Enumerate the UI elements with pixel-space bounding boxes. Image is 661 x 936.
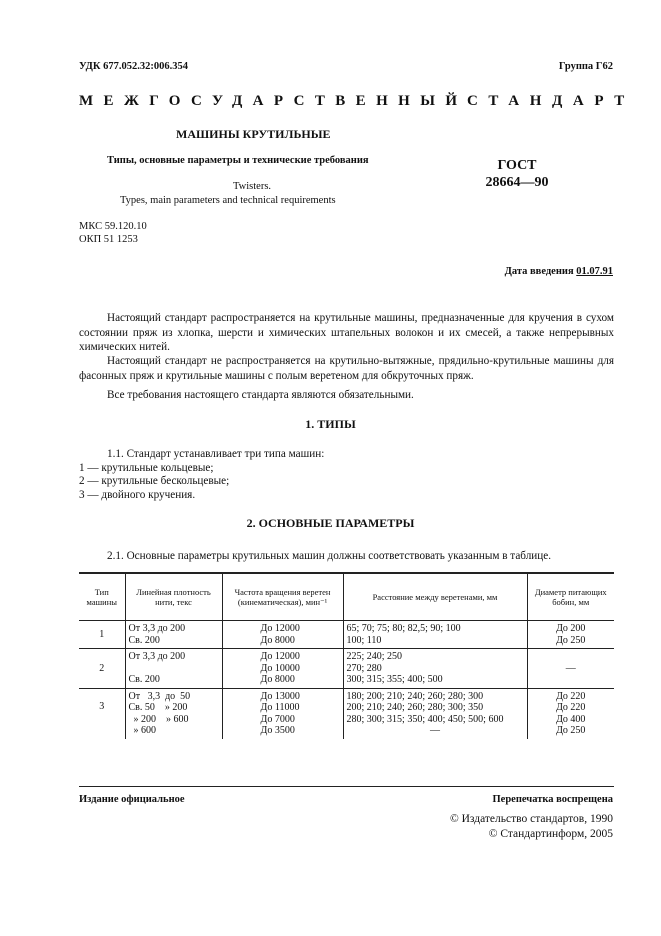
section-1-heading: 1. ТИПЫ [305, 417, 356, 431]
cell-line: 65; 70; 75; 80; 82,5; 90; 100 [346, 623, 461, 634]
cell-line: От 3,3 до 200 [128, 623, 186, 634]
cell-type: 1 [79, 621, 125, 649]
cell-line: » 600 [128, 725, 156, 736]
cell-line: 280; 300; 315; 350; 400; 450; 500; 600 [346, 713, 504, 725]
cell-line: До 12000 [260, 651, 300, 662]
cell-diameter [527, 688, 614, 739]
cell-spacing [343, 688, 527, 739]
gost-number [482, 157, 552, 191]
copyright-2005: © Стандартинформ, 2005 [488, 828, 613, 840]
list-item: 3 — двойного кручения. [79, 488, 196, 501]
table-row [79, 649, 614, 689]
table-row [79, 688, 614, 739]
cell-line: До 7000 [260, 713, 295, 725]
document-title: МАШИНЫ КРУТИЛЬНЫЕ [176, 127, 331, 141]
copyright-block [450, 812, 613, 842]
cell-line: 225; 240; 250 [346, 651, 403, 662]
udk-code: УДК 677.052.32:006.354 [79, 61, 188, 72]
cell-line: 270; 280 [346, 662, 382, 674]
cell-line: До 10000 [260, 662, 300, 674]
cell-line [129, 663, 219, 675]
parameters-table [79, 572, 614, 739]
interstate-standard-band [79, 93, 635, 110]
cell-line: До 250 [556, 634, 586, 646]
cell-line: До 11000 [260, 702, 300, 713]
cell-line: От 3,3 до 50 [128, 690, 191, 702]
group-code: Группа Г62 [558, 61, 613, 72]
cell-line: Св. 200 [128, 674, 160, 685]
cell-line: До 220 [556, 702, 586, 713]
gost-code: 28664—90 [485, 175, 549, 190]
cell-density [125, 621, 222, 649]
band-word-interstate: МЕЖГОСУДАРСТВЕННЫЙ [79, 93, 468, 109]
header-speed: Частота вращения веретен (кинематическая), мин⁻¹ [222, 573, 343, 621]
cell-line: До 220 [556, 690, 586, 702]
table-header-row [79, 573, 614, 621]
classification-codes [79, 220, 147, 246]
cell-line: — [430, 725, 440, 736]
cell-density [125, 649, 222, 689]
section-1-lead: 1.1. Стандарт устанавливает три типа машин: [107, 448, 325, 460]
reprint-prohibited: Перепечатка воспрещена [492, 794, 613, 805]
cell-line: До 250 [556, 725, 586, 736]
section-1-list [79, 448, 324, 502]
english-title: Twisters. [233, 181, 272, 192]
cell-line: 180; 200; 210; 240; 260; 280; 300 [346, 690, 484, 702]
cell-line: До 12000 [260, 623, 300, 634]
okp-code: ОКП 51 1253 [79, 234, 138, 245]
header-diameter: Диаметр питающих бобин, мм [527, 573, 614, 621]
cell-line: До 3500 [260, 725, 295, 736]
list-item: 1 — крутильные кольцевые; [79, 461, 214, 474]
official-edition: Издание официальное [79, 794, 185, 805]
cell-line: Св. 50 » 200 [128, 702, 188, 713]
list-item: 2 — крутильные бескольцевые; [79, 475, 230, 487]
english-subtitle: Types, main parameters and technical requirements [120, 195, 336, 206]
cell-line: До 200 [556, 623, 586, 634]
header-spacing: Расстояние между веретенами, мм [343, 573, 527, 621]
cell-line: От 3,3 до 200 [128, 651, 186, 662]
section-2-lead: 2.1. Основные параметры крутильных машин должны соответствовать указанным в таблице. [107, 550, 552, 562]
mks-code: МКС 59.120.10 [79, 221, 147, 232]
intro-paragraph-1: Настоящий стандарт распространяется на крутильные машины, предназначенные для кручения в сухом состоянии пряж из хлопка, шерсти и химических штапельных волокон и их смесей, а также непрерывных химических нитей. [79, 312, 614, 353]
cell-line: До 8000 [260, 674, 295, 685]
cell-line: 200; 210; 240; 260; 280; 300; 350 [346, 702, 484, 713]
cell-line: До 13000 [260, 690, 300, 702]
cell-diameter [527, 621, 614, 649]
intro-date-value: 01.07.91 [576, 266, 613, 277]
copyright-1990: © Издательство стандартов, 1990 [449, 813, 613, 825]
intro-paragraph-3: Все требования настоящего стандарта являются обязательными. [107, 389, 414, 401]
footer-divider [79, 786, 614, 787]
cell-speed [222, 688, 343, 739]
cell-speed [222, 649, 343, 689]
cell-line: До 400 [556, 713, 586, 725]
gost-label: ГОСТ [497, 158, 537, 173]
table-row [79, 621, 614, 649]
cell-speed [222, 621, 343, 649]
header-density: Линейная плотность нити, текс [125, 573, 222, 621]
section-2-heading: 2. ОСНОВНЫЕ ПАРАМЕТРЫ [246, 516, 415, 530]
cell-type: 2 [79, 649, 125, 689]
cell-spacing [343, 649, 527, 689]
header-type: Тип машины [79, 573, 125, 621]
band-word-standard: СТАНДАРТ [467, 93, 635, 109]
intro-date-label: Дата введения [504, 266, 574, 277]
cell-type: 3 [79, 688, 125, 739]
document-subtitle: Типы, основные параметры и технические требования [107, 155, 369, 166]
cell-line: До 8000 [260, 634, 295, 646]
intro-paragraph-2: Настоящий стандарт не распространяется на крутильно-вытяжные, прядильно-крутильные машины для фасонных пряж и крутильные машины с полым веретеном для обкруточных пряж. [79, 355, 614, 382]
cell-line: Св. 200 [128, 634, 160, 646]
introduction-date [505, 266, 613, 277]
cell-line: 300; 315; 355; 400; 500 [346, 674, 443, 685]
cell-density [125, 688, 222, 739]
cell-spacing [343, 621, 527, 649]
cell-line: » 200 » 600 [128, 713, 189, 725]
cell-line: 100; 110 [346, 634, 382, 646]
cell-diameter: — [527, 649, 614, 689]
